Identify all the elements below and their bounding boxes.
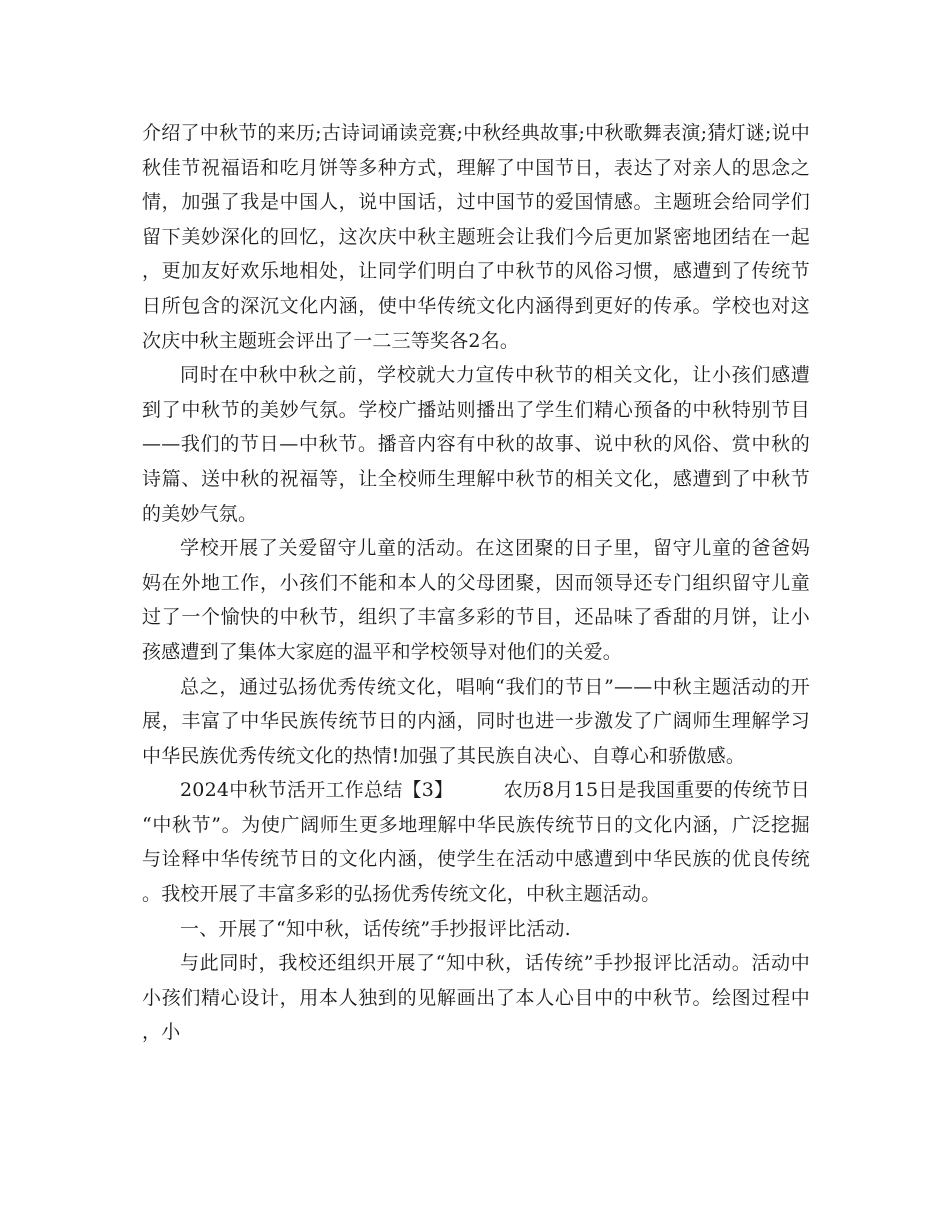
paragraph-4: 总之，通过弘扬优秀传统文化，唱响“我们的节日”——中秋主题活动的开展，丰富了中华民族传统节日的内涵，同时也进一步激发了广阔师生理解学习中华民族优秀传统文化的热情!加强了其民族自决心、自尊心和骄傲感。	[142, 675, 810, 767]
paragraph-7: 与此同时，我校还组织开展了“知中秋，话传统”手抄报评比活动。活动中小孩们精心设计，用本人独到的见解画出了本人心目中的中秋节。绘图过程中，小	[142, 952, 810, 1044]
section-heading: 2024中秋节活开工作总结【3】	[180, 779, 454, 802]
document-body	[142, 116, 810, 1050]
paragraph-6: 一、开展了“知中秋，话传统”手抄报评比活动.	[180, 917, 571, 940]
paragraph-3: 学校开展了关爱留守儿童的活动。在这团聚的日子里，留守儿童的爸爸妈妈在外地工作，小孩们不能和本人的父母团聚，因而领导还专门组织留守儿童过了一个愉快的中秋节，组织了丰富多彩的节目，还品味了香甜的月饼，让小孩感遭到了集体大家庭的温平和学校领导对他们的关爱。	[142, 537, 810, 663]
spacer	[453, 779, 503, 801]
paragraph-2: 同时在中秋中秋之前，学校就大力宣传中秋节的相关文化，让小孩们感遭到了中秋节的美妙气氛。学校广播站则播出了学生们精心预备的中秋特别节目——我们的节日—中秋节。播音内容有中秋的故事、说中秋的风俗、赏中秋的诗篇、送中秋的祝福等，让全校师生理解中秋节的相关文化，感遭到了中秋节的美妙气氛。	[142, 364, 810, 525]
paragraph-5	[142, 773, 810, 911]
paragraph-5-text: 农历8月15日是我国重要的传统节日“中秋节”。为使广阔师生更多地理解中华民族传统节日的文化内涵，广泛挖掘与诠释中华传统节日的文化内涵，使学生在活动中感遭到中华民族的优良传统。我校开展了丰富多彩的弘扬优秀传统文化，中秋主题活动。	[142, 779, 810, 906]
paragraph-1: 介绍了中秋节的来历;古诗词诵读竞赛;中秋经典故事;中秋歌舞表演;猜灯谜;说中秋佳节祝福语和吃月饼等多种方式，理解了中国节日，表达了对亲人的思念之情，加强了我是中国人，说中国话，过中国节的爱国情感。主题班会给同学们留下美妙深化的回忆，这次庆中秋主题班会让我们今后更加紧密地团结在一起，更加友好欢乐地相处，让同学们明白了中秋节的风俗习惯，感遭到了传统节日所包含的深沉文化内涵，使中华传统文化内涵得到更好的传承。学校也对这次庆中秋主题班会评出了一二三等奖各2名。	[142, 122, 810, 352]
